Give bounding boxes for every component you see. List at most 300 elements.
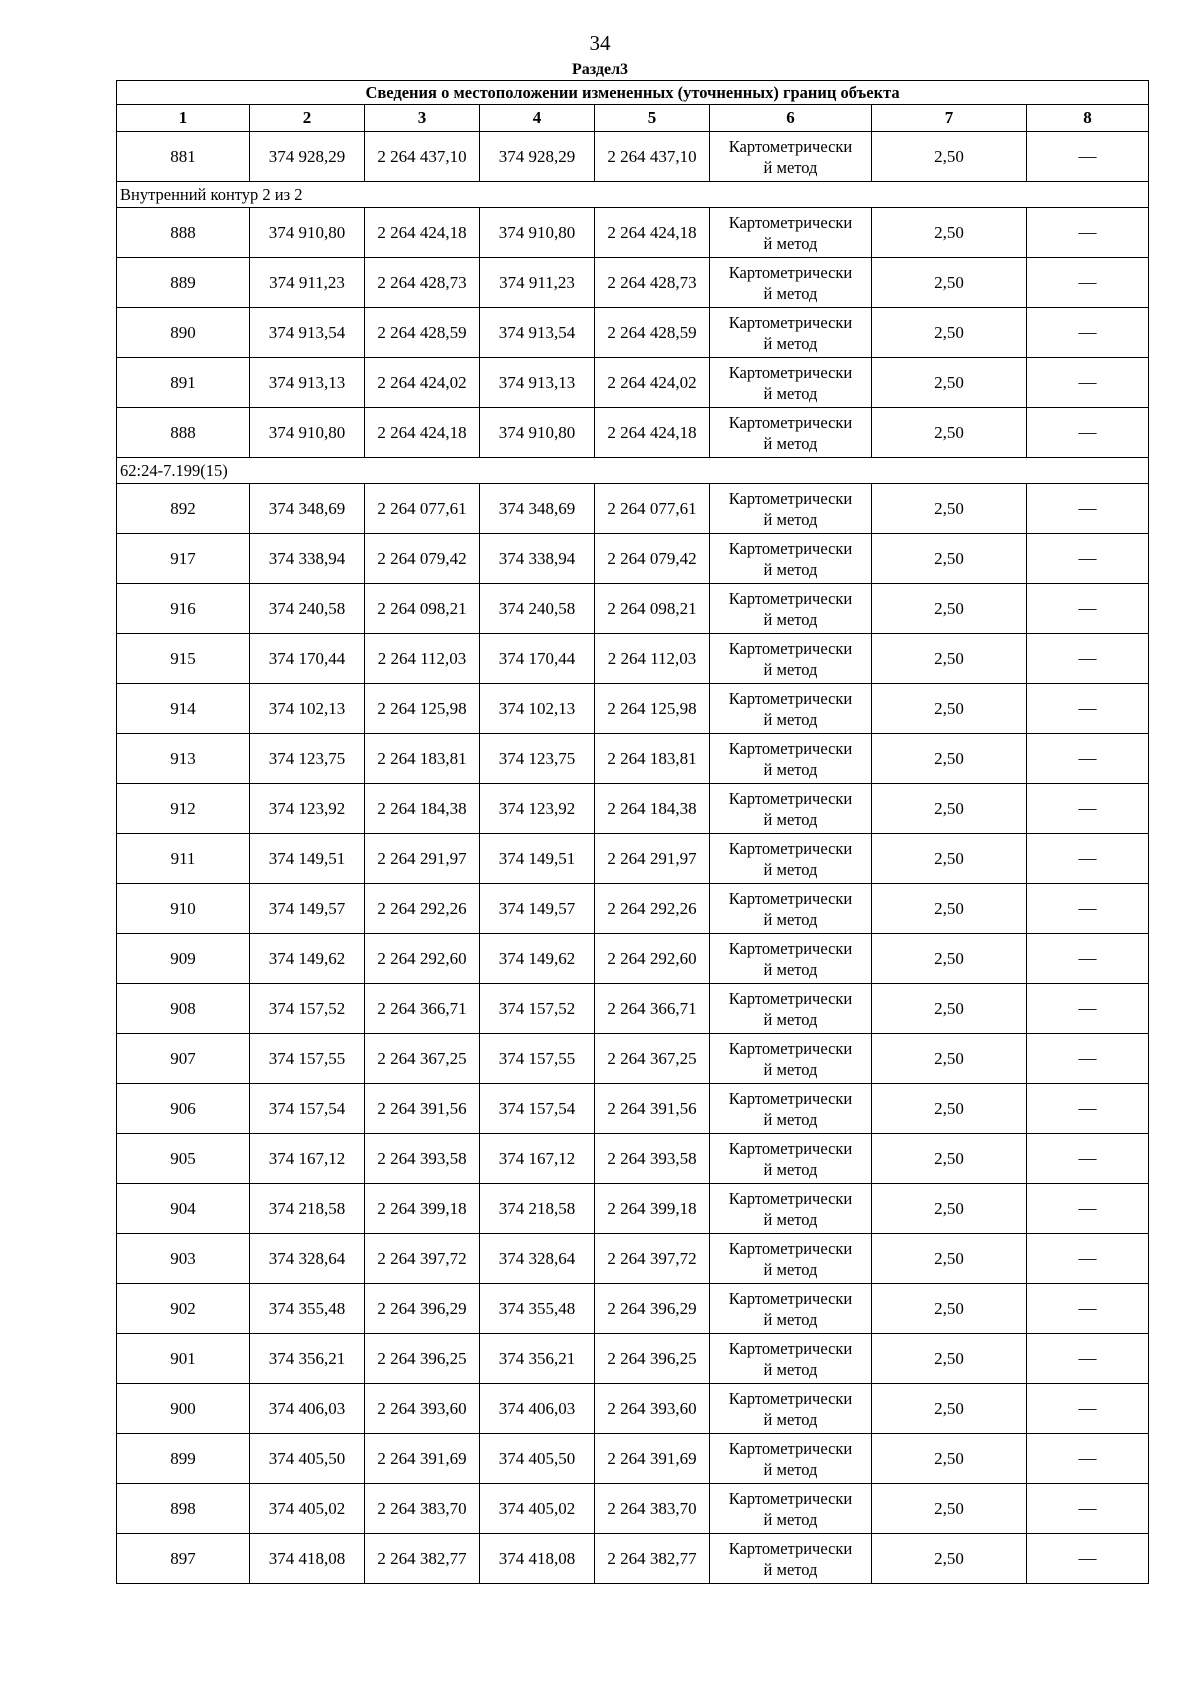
method-text-line: й метод <box>763 909 818 929</box>
method-text-line: Картометрически <box>728 838 853 858</box>
x-refined-cell: 374 913,13 <box>480 358 595 408</box>
accuracy-cell: 2,50 <box>872 358 1027 408</box>
accuracy-cell: 2,50 <box>872 734 1027 784</box>
point-number-cell: 914 <box>117 684 250 734</box>
method-text-line: й метод <box>763 609 818 629</box>
method-text-line: Картометрически <box>728 1188 853 1208</box>
method-text-line: Картометрически <box>728 412 853 432</box>
table-row <box>117 934 1149 984</box>
x-refined-cell: 374 157,54 <box>480 1084 595 1134</box>
method-text-line: й метод <box>763 157 818 177</box>
x-refined-cell: 374 910,80 <box>480 408 595 458</box>
point-number-cell: 888 <box>117 208 250 258</box>
accuracy-cell: 2,50 <box>872 408 1027 458</box>
y-refined-cell: 2 264 112,03 <box>595 634 710 684</box>
accuracy-cell: 2,50 <box>872 684 1027 734</box>
contour-header-row <box>117 182 1149 208</box>
y-refined-cell: 2 264 437,10 <box>595 132 710 182</box>
method-text-line: й метод <box>763 1509 818 1529</box>
y-existing-cell: 2 264 393,60 <box>365 1384 480 1434</box>
x-existing-cell: 374 338,94 <box>250 534 365 584</box>
table-row <box>117 584 1149 634</box>
x-existing-cell: 374 157,52 <box>250 984 365 1034</box>
x-existing-cell: 374 911,23 <box>250 258 365 308</box>
note-dash-cell: — <box>1027 784 1149 834</box>
table-row <box>117 1384 1149 1434</box>
method-cell <box>710 1534 872 1584</box>
point-number-cell: 897 <box>117 1534 250 1584</box>
y-existing-cell: 2 264 424,18 <box>365 408 480 458</box>
y-existing-cell: 2 264 428,73 <box>365 258 480 308</box>
x-refined-cell: 374 123,92 <box>480 784 595 834</box>
note-dash-cell: — <box>1027 258 1149 308</box>
note-dash-cell: — <box>1027 1134 1149 1184</box>
table-row <box>117 1334 1149 1384</box>
method-cell <box>710 584 872 634</box>
x-refined-cell: 374 170,44 <box>480 634 595 684</box>
method-text-line: й метод <box>763 759 818 779</box>
method-text-line: й метод <box>763 233 818 253</box>
y-refined-cell: 2 264 397,72 <box>595 1234 710 1284</box>
point-number-cell: 899 <box>117 1434 250 1484</box>
table-caption: Сведения о местоположении измененных (уточненных) границ объекта <box>117 81 1149 105</box>
x-refined-cell: 374 348,69 <box>480 484 595 534</box>
method-cell <box>710 1384 872 1434</box>
table-row <box>117 408 1149 458</box>
table-row <box>117 1434 1149 1484</box>
x-refined-cell: 374 157,52 <box>480 984 595 1034</box>
y-refined-cell: 2 264 184,38 <box>595 784 710 834</box>
note-dash-cell: — <box>1027 934 1149 984</box>
method-text-line: Картометрически <box>728 1388 853 1408</box>
accuracy-cell: 2,50 <box>872 208 1027 258</box>
method-text-line: Картометрически <box>728 1288 853 1308</box>
note-dash-cell: — <box>1027 584 1149 634</box>
x-refined-cell: 374 149,57 <box>480 884 595 934</box>
method-text-line: Картометрически <box>728 1088 853 1108</box>
method-text-line: й метод <box>763 333 818 353</box>
table-row <box>117 258 1149 308</box>
accuracy-cell: 2,50 <box>872 308 1027 358</box>
y-existing-cell: 2 264 077,61 <box>365 484 480 534</box>
y-existing-cell: 2 264 383,70 <box>365 1484 480 1534</box>
y-refined-cell: 2 264 393,60 <box>595 1384 710 1434</box>
method-text-line: й метод <box>763 1209 818 1229</box>
x-existing-cell: 374 167,12 <box>250 1134 365 1184</box>
x-refined-cell: 374 405,50 <box>480 1434 595 1484</box>
x-existing-cell: 374 928,29 <box>250 132 365 182</box>
y-refined-cell: 2 264 424,02 <box>595 358 710 408</box>
x-existing-cell: 374 157,54 <box>250 1084 365 1134</box>
accuracy-cell: 2,50 <box>872 1484 1027 1534</box>
method-text-line: й метод <box>763 709 818 729</box>
method-text-line: Картометрически <box>728 1338 853 1358</box>
x-refined-cell: 374 328,64 <box>480 1234 595 1284</box>
method-text-line: й метод <box>763 1259 818 1279</box>
x-refined-cell: 374 123,75 <box>480 734 595 784</box>
note-dash-cell: — <box>1027 1484 1149 1534</box>
contour-header-row <box>117 458 1149 484</box>
y-refined-cell: 2 264 292,26 <box>595 884 710 934</box>
column-number: 7 <box>872 105 1027 132</box>
table-row <box>117 784 1149 834</box>
accuracy-cell: 2,50 <box>872 1534 1027 1584</box>
method-text-line: Картометрически <box>728 538 853 558</box>
column-number: 4 <box>480 105 595 132</box>
point-number-cell: 917 <box>117 534 250 584</box>
x-existing-cell: 374 149,62 <box>250 934 365 984</box>
y-existing-cell: 2 264 112,03 <box>365 634 480 684</box>
method-text-line: Картометрически <box>728 988 853 1008</box>
accuracy-cell: 2,50 <box>872 1084 1027 1134</box>
method-text-line: й метод <box>763 1309 818 1329</box>
method-text-line: й метод <box>763 433 818 453</box>
x-refined-cell: 374 240,58 <box>480 584 595 634</box>
note-dash-cell: — <box>1027 684 1149 734</box>
y-refined-cell: 2 264 292,60 <box>595 934 710 984</box>
note-dash-cell: — <box>1027 634 1149 684</box>
contour-label: 62:24-7.199(15) <box>117 458 1149 484</box>
method-cell <box>710 1434 872 1484</box>
point-number-cell: 904 <box>117 1184 250 1234</box>
x-existing-cell: 374 218,58 <box>250 1184 365 1234</box>
method-cell <box>710 358 872 408</box>
x-refined-cell: 374 910,80 <box>480 208 595 258</box>
point-number-cell: 890 <box>117 308 250 358</box>
method-cell <box>710 684 872 734</box>
method-text-line: й метод <box>763 383 818 403</box>
y-existing-cell: 2 264 366,71 <box>365 984 480 1034</box>
accuracy-cell: 2,50 <box>872 784 1027 834</box>
method-text-line: й метод <box>763 1159 818 1179</box>
method-text-line: й метод <box>763 1059 818 1079</box>
accuracy-cell: 2,50 <box>872 1134 1027 1184</box>
y-refined-cell: 2 264 077,61 <box>595 484 710 534</box>
method-cell <box>710 1334 872 1384</box>
method-cell <box>710 484 872 534</box>
method-cell <box>710 408 872 458</box>
method-cell <box>710 1134 872 1184</box>
y-existing-cell: 2 264 397,72 <box>365 1234 480 1284</box>
x-refined-cell: 374 157,55 <box>480 1034 595 1084</box>
note-dash-cell: — <box>1027 358 1149 408</box>
accuracy-cell: 2,50 <box>872 1334 1027 1384</box>
note-dash-cell: — <box>1027 308 1149 358</box>
point-number-cell: 902 <box>117 1284 250 1334</box>
table-row <box>117 1534 1149 1584</box>
accuracy-cell: 2,50 <box>872 634 1027 684</box>
x-refined-cell: 374 911,23 <box>480 258 595 308</box>
method-cell <box>710 834 872 884</box>
y-refined-cell: 2 264 428,59 <box>595 308 710 358</box>
point-number-cell: 915 <box>117 634 250 684</box>
x-refined-cell: 374 167,12 <box>480 1134 595 1184</box>
point-number-cell: 900 <box>117 1384 250 1434</box>
y-existing-cell: 2 264 292,26 <box>365 884 480 934</box>
y-existing-cell: 2 264 391,69 <box>365 1434 480 1484</box>
method-text-line: Картометрически <box>728 1488 853 1508</box>
x-refined-cell: 374 218,58 <box>480 1184 595 1234</box>
table-row <box>117 308 1149 358</box>
y-existing-cell: 2 264 437,10 <box>365 132 480 182</box>
method-cell <box>710 1234 872 1284</box>
point-number-cell: 905 <box>117 1134 250 1184</box>
method-cell <box>710 1084 872 1134</box>
method-text-line: й метод <box>763 1109 818 1129</box>
y-existing-cell: 2 264 184,38 <box>365 784 480 834</box>
accuracy-cell: 2,50 <box>872 1184 1027 1234</box>
method-cell <box>710 534 872 584</box>
y-refined-cell: 2 264 079,42 <box>595 534 710 584</box>
note-dash-cell: — <box>1027 984 1149 1034</box>
point-number-cell: 913 <box>117 734 250 784</box>
x-existing-cell: 374 328,64 <box>250 1234 365 1284</box>
y-existing-cell: 2 264 396,29 <box>365 1284 480 1334</box>
note-dash-cell: — <box>1027 1184 1149 1234</box>
method-cell <box>710 1284 872 1334</box>
x-existing-cell: 374 102,13 <box>250 684 365 734</box>
method-cell <box>710 984 872 1034</box>
y-refined-cell: 2 264 424,18 <box>595 408 710 458</box>
accuracy-cell: 2,50 <box>872 1384 1027 1434</box>
table-row <box>117 1034 1149 1084</box>
point-number-cell: 912 <box>117 784 250 834</box>
method-text-line: Картометрически <box>728 888 853 908</box>
y-refined-cell: 2 264 393,58 <box>595 1134 710 1184</box>
accuracy-cell: 2,50 <box>872 132 1027 182</box>
note-dash-cell: — <box>1027 1384 1149 1434</box>
method-cell <box>710 734 872 784</box>
method-text-line: Картометрически <box>728 588 853 608</box>
y-existing-cell: 2 264 396,25 <box>365 1334 480 1384</box>
accuracy-cell: 2,50 <box>872 534 1027 584</box>
method-text-line: й метод <box>763 1359 818 1379</box>
method-text-line: й метод <box>763 559 818 579</box>
note-dash-cell: — <box>1027 1284 1149 1334</box>
method-text-line: Картометрически <box>728 738 853 758</box>
point-number-cell: 889 <box>117 258 250 308</box>
x-refined-cell: 374 418,08 <box>480 1534 595 1584</box>
point-number-cell: 903 <box>117 1234 250 1284</box>
table-row <box>117 1234 1149 1284</box>
accuracy-cell: 2,50 <box>872 934 1027 984</box>
x-refined-cell: 374 102,13 <box>480 684 595 734</box>
method-text-line: Картометрически <box>728 488 853 508</box>
y-refined-cell: 2 264 399,18 <box>595 1184 710 1234</box>
y-existing-cell: 2 264 291,97 <box>365 834 480 884</box>
method-cell <box>710 208 872 258</box>
note-dash-cell: — <box>1027 534 1149 584</box>
accuracy-cell: 2,50 <box>872 1284 1027 1334</box>
point-number-cell: 906 <box>117 1084 250 1134</box>
page-number: 34 <box>589 31 611 55</box>
method-text-line: Картометрически <box>728 312 853 332</box>
y-refined-cell: 2 264 428,73 <box>595 258 710 308</box>
table-row <box>117 1084 1149 1134</box>
table-row <box>117 132 1149 182</box>
x-existing-cell: 374 348,69 <box>250 484 365 534</box>
method-text-line: й метод <box>763 659 818 679</box>
x-existing-cell: 374 149,51 <box>250 834 365 884</box>
method-text-line: Картометрически <box>728 1538 853 1558</box>
point-number-cell: 908 <box>117 984 250 1034</box>
table-row <box>117 358 1149 408</box>
y-refined-cell: 2 264 125,98 <box>595 684 710 734</box>
x-refined-cell: 374 928,29 <box>480 132 595 182</box>
method-text-line: Картометрически <box>728 136 853 156</box>
table-row <box>117 208 1149 258</box>
point-number-cell: 911 <box>117 834 250 884</box>
accuracy-cell: 2,50 <box>872 584 1027 634</box>
method-text-line: Картометрически <box>728 362 853 382</box>
point-number-cell: 910 <box>117 884 250 934</box>
x-existing-cell: 374 170,44 <box>250 634 365 684</box>
method-cell <box>710 1484 872 1534</box>
accuracy-cell: 2,50 <box>872 1034 1027 1084</box>
x-existing-cell: 374 406,03 <box>250 1384 365 1434</box>
x-refined-cell: 374 405,02 <box>480 1484 595 1534</box>
y-existing-cell: 2 264 292,60 <box>365 934 480 984</box>
x-existing-cell: 374 913,13 <box>250 358 365 408</box>
table-row <box>117 1134 1149 1184</box>
note-dash-cell: — <box>1027 1234 1149 1284</box>
method-cell <box>710 934 872 984</box>
y-existing-cell: 2 264 399,18 <box>365 1184 480 1234</box>
note-dash-cell: — <box>1027 1034 1149 1084</box>
point-number-cell: 898 <box>117 1484 250 1534</box>
note-dash-cell: — <box>1027 1334 1149 1384</box>
coordinates-table <box>116 80 1149 1584</box>
note-dash-cell: — <box>1027 734 1149 784</box>
x-refined-cell: 374 338,94 <box>480 534 595 584</box>
method-cell <box>710 1034 872 1084</box>
y-refined-cell: 2 264 383,70 <box>595 1484 710 1534</box>
table-row <box>117 634 1149 684</box>
column-number: 1 <box>117 105 250 132</box>
contour-label: Внутренний контур 2 из 2 <box>117 182 1149 208</box>
column-number-row <box>117 105 1149 132</box>
method-text-line: Картометрически <box>728 688 853 708</box>
method-cell <box>710 308 872 358</box>
accuracy-cell: 2,50 <box>872 984 1027 1034</box>
x-existing-cell: 374 913,54 <box>250 308 365 358</box>
method-text-line: Картометрически <box>728 1238 853 1258</box>
y-refined-cell: 2 264 391,56 <box>595 1084 710 1134</box>
accuracy-cell: 2,50 <box>872 884 1027 934</box>
accuracy-cell: 2,50 <box>872 258 1027 308</box>
x-existing-cell: 374 356,21 <box>250 1334 365 1384</box>
note-dash-cell: — <box>1027 484 1149 534</box>
method-cell <box>710 784 872 834</box>
y-refined-cell: 2 264 367,25 <box>595 1034 710 1084</box>
y-existing-cell: 2 264 382,77 <box>365 1534 480 1584</box>
table-row <box>117 534 1149 584</box>
point-number-cell: 916 <box>117 584 250 634</box>
method-text-line: й метод <box>763 283 818 303</box>
method-cell <box>710 884 872 934</box>
note-dash-cell: — <box>1027 132 1149 182</box>
y-existing-cell: 2 264 183,81 <box>365 734 480 784</box>
note-dash-cell: — <box>1027 408 1149 458</box>
y-existing-cell: 2 264 367,25 <box>365 1034 480 1084</box>
x-existing-cell: 374 910,80 <box>250 408 365 458</box>
x-refined-cell: 374 149,62 <box>480 934 595 984</box>
point-number-cell: 881 <box>117 132 250 182</box>
point-number-cell: 907 <box>117 1034 250 1084</box>
accuracy-cell: 2,50 <box>872 1234 1027 1284</box>
table-row <box>117 734 1149 784</box>
method-text-line: й метод <box>763 1409 818 1429</box>
method-cell <box>710 132 872 182</box>
table-row <box>117 684 1149 734</box>
y-refined-cell: 2 264 382,77 <box>595 1534 710 1584</box>
method-text-line: й метод <box>763 1459 818 1479</box>
note-dash-cell: — <box>1027 208 1149 258</box>
method-text-line: Картометрически <box>728 1038 853 1058</box>
y-refined-cell: 2 264 396,25 <box>595 1334 710 1384</box>
method-cell <box>710 1184 872 1234</box>
table-row <box>117 1184 1149 1234</box>
x-existing-cell: 374 405,02 <box>250 1484 365 1534</box>
y-refined-cell: 2 264 396,29 <box>595 1284 710 1334</box>
method-text-line: Картометрически <box>728 262 853 282</box>
note-dash-cell: — <box>1027 1534 1149 1584</box>
table-body <box>117 81 1149 1584</box>
y-existing-cell: 2 264 424,02 <box>365 358 480 408</box>
y-existing-cell: 2 264 428,59 <box>365 308 480 358</box>
table-row <box>117 1484 1149 1534</box>
table-caption-row <box>117 81 1149 105</box>
column-number: 8 <box>1027 105 1149 132</box>
accuracy-cell: 2,50 <box>872 834 1027 884</box>
table-row <box>117 484 1149 534</box>
table-row <box>117 1284 1149 1334</box>
x-refined-cell: 374 149,51 <box>480 834 595 884</box>
point-number-cell: 888 <box>117 408 250 458</box>
method-text-line: Картометрически <box>728 938 853 958</box>
y-refined-cell: 2 264 183,81 <box>595 734 710 784</box>
method-text-line: Картометрически <box>728 638 853 658</box>
x-existing-cell: 374 418,08 <box>250 1534 365 1584</box>
y-refined-cell: 2 264 366,71 <box>595 984 710 1034</box>
table-row <box>117 984 1149 1034</box>
note-dash-cell: — <box>1027 834 1149 884</box>
y-existing-cell: 2 264 393,58 <box>365 1134 480 1184</box>
method-text-line: Картометрически <box>728 1438 853 1458</box>
section-title: Раздел3 <box>571 61 629 78</box>
point-number-cell: 909 <box>117 934 250 984</box>
x-existing-cell: 374 123,92 <box>250 784 365 834</box>
y-refined-cell: 2 264 424,18 <box>595 208 710 258</box>
method-text-line: й метод <box>763 1559 818 1579</box>
x-refined-cell: 374 355,48 <box>480 1284 595 1334</box>
column-number: 5 <box>595 105 710 132</box>
method-text-line: й метод <box>763 859 818 879</box>
method-text-line: й метод <box>763 1009 818 1029</box>
column-number: 6 <box>710 105 872 132</box>
column-number: 3 <box>365 105 480 132</box>
method-text-line: й метод <box>763 959 818 979</box>
y-existing-cell: 2 264 424,18 <box>365 208 480 258</box>
y-existing-cell: 2 264 125,98 <box>365 684 480 734</box>
point-number-cell: 901 <box>117 1334 250 1384</box>
y-existing-cell: 2 264 391,56 <box>365 1084 480 1134</box>
note-dash-cell: — <box>1027 1084 1149 1134</box>
x-refined-cell: 374 406,03 <box>480 1384 595 1434</box>
method-text-line: й метод <box>763 509 818 529</box>
column-number: 2 <box>250 105 365 132</box>
accuracy-cell: 2,50 <box>872 1434 1027 1484</box>
